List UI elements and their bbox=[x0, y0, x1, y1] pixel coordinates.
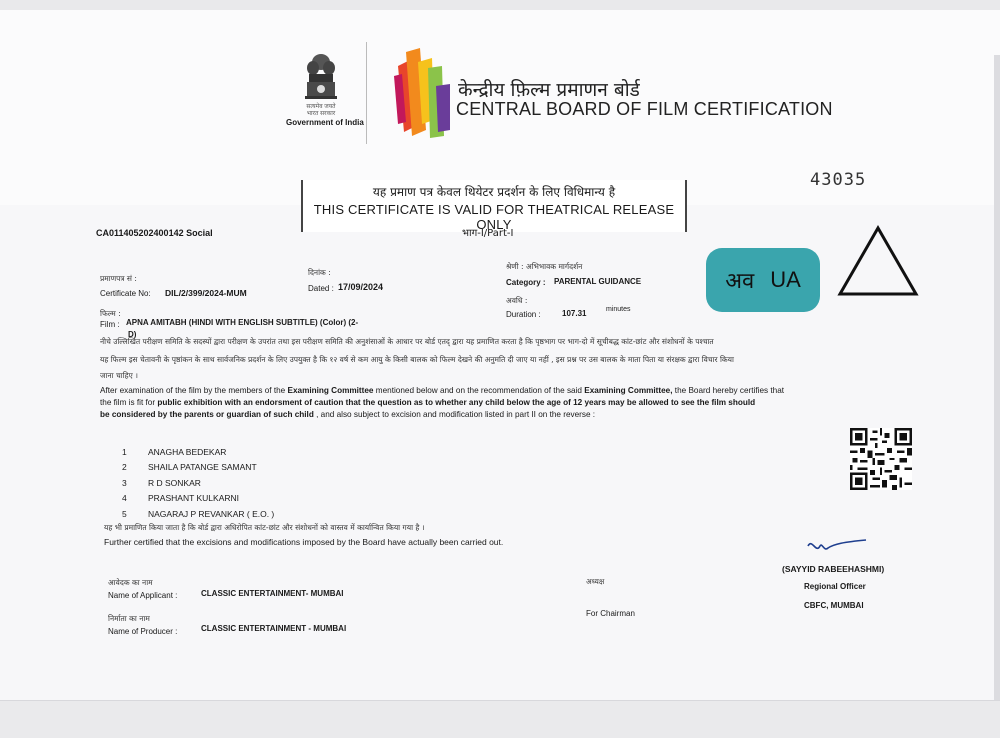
english-para-line-1 bbox=[100, 385, 784, 397]
signatory-name: (SAYYID RABEEHASHMI) bbox=[782, 564, 885, 574]
list-item bbox=[122, 491, 274, 507]
member-number: 4 bbox=[122, 493, 127, 504]
government-emblem bbox=[286, 52, 364, 142]
cert-no-label: Certificate No: bbox=[100, 289, 151, 298]
member-name: NAGARAJ P REVANKAR ( E.O. ) bbox=[148, 508, 275, 519]
english-certification-paragraph bbox=[100, 385, 784, 421]
hindi-para-line-2: यह फिल्म इस चेतावनी के पृष्ठांकन के साथ सार्वजनिक प्रदर्शन के लिए उपयुक्त है कि १२ वर्ष से कम आयु के किसी बालक को फिल्म देखने की अनुमति दी जाए या नहीं , इस प्रश्न पर उस बालक के माता पिता या संरक्षक द्वारा विचार किया bbox=[100, 355, 734, 364]
ep-l3a: be considered by the parents or guardian of such child bbox=[100, 410, 314, 419]
rating-english: UA bbox=[770, 267, 801, 292]
applicant-hindi: आवेदक का नाम bbox=[108, 578, 153, 587]
ep-l2a: the film is fit for bbox=[100, 398, 158, 407]
date-value: 17/09/2024 bbox=[338, 282, 384, 292]
hindi-certification-paragraph bbox=[100, 336, 734, 384]
board-name-english: CENTRAL BOARD OF FILM CERTIFICATION bbox=[456, 99, 833, 119]
duration-unit: minutes bbox=[606, 306, 631, 313]
film-hindi: फिल्म : bbox=[100, 309, 121, 318]
cert-no-value: DIL/2/399/2024-MUM bbox=[165, 288, 247, 298]
caution-triangle-icon bbox=[836, 224, 920, 300]
committee-list bbox=[122, 444, 274, 522]
applicant-label: Name of Applicant : bbox=[108, 591, 178, 600]
cbfc-logo-icon bbox=[392, 46, 452, 140]
reference-id: CA011405202400142 Social bbox=[96, 228, 213, 238]
member-name: ANAGHA BEDEKAR bbox=[148, 446, 227, 457]
emblem-motto: सत्यमेव जयते bbox=[306, 104, 336, 110]
member-number: 3 bbox=[122, 477, 127, 488]
further-english: Further certified that the excisions and modifications imposed by the Board have actually been carried out. bbox=[104, 537, 504, 547]
date-hindi: दिनांक : bbox=[308, 268, 331, 277]
category-value: PARENTAL GUIDANCE bbox=[554, 277, 642, 286]
ep-l1a: After examination of the film by the members of the bbox=[100, 386, 288, 395]
producer-hindi: निर्माता का नाम bbox=[108, 614, 150, 623]
producer-value: CLASSIC ENTERTAINMENT - MUMBAI bbox=[201, 624, 347, 633]
ep-l3b: , and also subject to excision and modification listed in part II on the reverse : bbox=[313, 410, 596, 419]
duration-hindi: अवधि : bbox=[506, 296, 528, 305]
duration-label: Duration : bbox=[506, 310, 541, 319]
list-item bbox=[122, 460, 274, 476]
chairman-hindi: अध्यक्ष bbox=[586, 577, 605, 586]
member-number: 1 bbox=[122, 446, 127, 457]
ep-l1c: mentioned below and on the recommendation of the said bbox=[373, 386, 585, 395]
qr-code-icon bbox=[850, 428, 912, 490]
member-number: 2 bbox=[122, 462, 127, 473]
list-item bbox=[122, 475, 274, 491]
category-hindi: श्रेणी : अभिभावक मार्गदर्शन bbox=[506, 262, 583, 271]
film-value: APNA AMITABH (HINDI WITH ENGLISH SUBTITLE) (Color) (2- bbox=[126, 318, 359, 327]
applicant-value: CLASSIC ENTERTAINMENT- MUMBAI bbox=[201, 589, 344, 598]
english-para-line-2 bbox=[100, 397, 784, 409]
header-divider bbox=[366, 42, 367, 144]
english-para-line-3 bbox=[100, 409, 784, 421]
signatory-office: CBFC, MUMBAI bbox=[804, 601, 864, 610]
hindi-para-line-3: जाना चाहिए । bbox=[100, 371, 139, 380]
emblem-hindi-gov: भारत सरकार bbox=[306, 111, 336, 117]
category-label: Category : bbox=[506, 278, 546, 287]
signature-icon bbox=[804, 536, 870, 560]
rating-hindi: अव bbox=[725, 269, 755, 294]
ua-rating-badge bbox=[706, 248, 820, 312]
ep-l1b: Examining Committee bbox=[287, 386, 374, 395]
date-label: Dated : bbox=[308, 284, 334, 293]
member-name: SHAILA PATANGE SAMANT bbox=[148, 462, 257, 473]
hindi-para-line-1: नीचे उल्लिखित परीक्षण समिति के सदस्यों द्वारा परीक्षण के उपरांत तथा इस परीक्षण समिति की अनुशंसाओं के आधार पर बोर्ड एतद् द्वारा यह प्रमाणित करता है कि पृष्ठभाग पर भाग-दो में सूचीबद्ध कांट-छांट और संशोधनों के पश्चात bbox=[100, 337, 714, 346]
ashoka-emblem-icon bbox=[301, 52, 341, 104]
validity-hindi: यह प्रमाण पत्र केवल थियेटर प्रदर्शन के लिए विधिमान्य है bbox=[372, 185, 616, 199]
validity-english: THIS CERTIFICATE IS VALID FOR THEATRICAL RELEASE ONLY bbox=[313, 202, 675, 232]
ep-l2b: public exhibition with an endorsment of caution that the question as to whether any child below the age of 12 years may be allowed to see the film should bbox=[157, 398, 756, 407]
signatory-title: Regional Officer bbox=[804, 582, 866, 591]
producer-label: Name of Producer : bbox=[108, 627, 178, 636]
ep-l1e: the Board hereby certifies that bbox=[672, 386, 785, 395]
ep-l1d: Examining Committee, bbox=[584, 386, 673, 395]
certificate-serial: 43035 bbox=[810, 170, 867, 190]
member-number: 5 bbox=[122, 508, 127, 519]
member-name: PRASHANT KULKARNI bbox=[148, 493, 240, 504]
duration-value: 107.31 bbox=[562, 309, 587, 318]
emblem-english-gov: Government of India bbox=[286, 118, 364, 127]
film-label: Film : bbox=[100, 320, 120, 329]
board-name-hindi: केन्द्रीय फ़िल्म प्रमाणन बोर्ड bbox=[458, 79, 640, 101]
cert-no-hindi: प्रमाणपत्र सं : bbox=[100, 274, 137, 283]
member-name: R D SONKAR bbox=[148, 477, 201, 488]
page-right-edge bbox=[994, 55, 1000, 700]
list-item bbox=[122, 444, 274, 460]
film-value-cont: D) bbox=[128, 330, 137, 339]
page-bottom-edge bbox=[0, 700, 1000, 738]
further-hindi: यह भी प्रमाणित किया जाता है कि बोर्ड द्वारा अधिरोपित कांट-छांट और संशोधनों को वास्तव में कार्यान्वित किया गया है । bbox=[104, 523, 425, 532]
chairman-label: For Chairman bbox=[586, 609, 635, 618]
part-label: भाग-I/Part-I bbox=[462, 228, 514, 239]
list-item bbox=[122, 506, 274, 522]
